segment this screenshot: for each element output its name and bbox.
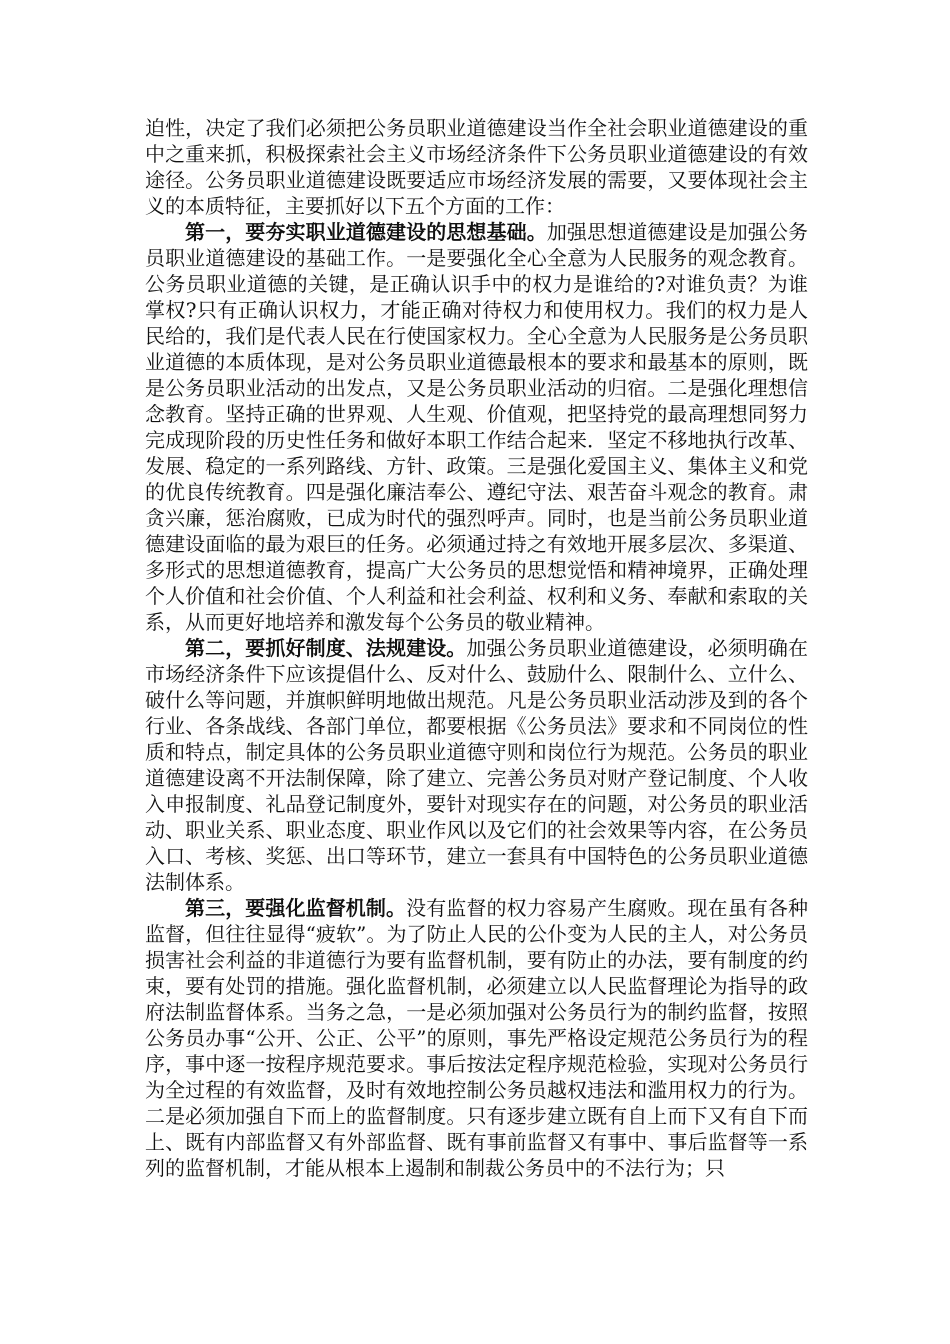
paragraph-heading: 第一，要夯实职业道德建设的思想基础。 [185,220,547,244]
paragraph-body: 加强公务员职业道德建设，必须明确在市场经济条件下应该提倡什么、反对什么、鼓励什么、限制什么、立什么、破什么等问题，并旗帜鲜明地做出规范。凡是公务员职业活动涉及到的各个行业、各条战线、各部门单位，都要根据《公务员法》要求和不同岗位的性质和特点，制定具体的公务员职业道德守则和岗位行为规范。公务员的职业道德建设离不开法制保障，除了建立、完善公务员对财产登记制度、个人收入申报制度、礼品登记制度外，要针对现实存在的问题，对公务员的职业活动、职业关系、职业态度、职业作风以及它们的社会效果等内容，在公务员入口、考核、奖惩、出口等环节，建立一套具有中国特色的公务员职业道德法制体系。 [145,636,809,894]
paragraph-body: 迫性，决定了我们必须把公务员职业道德建设当作全社会职业道德建设的重中之重来抓，积极探索社会主义市场经济条件下公务员职业道德建设的有效途径。公务员职业道德建设既要适应市场经济发展的需要，又要体现社会主义的本质特征，主要抓好以下五个方面的工作： [145,116,808,218]
paragraph-intro [145,115,808,219]
paragraph-body: 没有监督的权力容易产生腐败。现在虽有各种监督，但往往显得“疲软”。为了防止人民的公仆变为人民的主人，对公务员损害社会利益的非道德行为要有监督机制，要有防止的办法，要有制度的约束，要有处罚的措施。强化监督机制，必须建立以人民监督理论为指导的政府法制监督体系。当务之急，一是必须加强对公务员行为的制约监督，按照公务员办事“公开、公正、公平”的原则，事先严格设定规范公务员行为的程序，事中逐一按程序规范要求。事后按法定程序规范检验，实现对公务员行为全过程的有效监督，及时有效地控制公务员越权违法和滥用权力的行为。二是必须加强自下而上的监督制度。只有逐步建立既有自上而下又有自下而上、既有内部监督又有外部监督、既有事前监督又有事中、事后监督等一系列的监督机制，才能从根本上遏制和制裁公务员中的不法行为；只 [145,896,809,1180]
document-page [145,115,808,1181]
paragraph-second-point [145,635,808,895]
paragraph-body: 加强思想道德建设是加强公务员职业道德建设的基础工作。一是要强化全心全意为人民服务的观念教育。公务员职业道德的关键，是正确认识手中的权力是谁给的?对谁负责？为谁掌权?只有正确认识权力，才能正确对待权力和使用权力。我们的权力是人民给的，我们是代表人民在行使国家权力。全心全意为人民服务是公务员职业道德的本质体现，是对公务员职业道德最根本的要求和最基本的原则，既是公务员职业活动的出发点，又是公务员职业活动的归宿。二是强化理想信念教育。坚持正确的世界观、人生观、价值观，把坚持党的最高理想同努力完成现阶段的历史性任务和做好本职工作结合起来．坚定不移地执行改革、发展、稳定的一系列路线、方针、政策。三是强化爱国主义、集体主义和党的优良传统教育。四是强化廉洁奉公、遵纪守法、艰苦奋斗观念的教育。肃贪兴廉，惩治腐败，已成为时代的强烈呼声。同时，也是当前公务员职业道德建设面临的最为艰巨的任务。必须通过持之有效地开展多层次、多渠道、多形式的思想道德教育，提高广大公务员的思想觉悟和精神境界，正确处理个人价值和社会价值、个人利益和社会利益、权利和义务、奉献和索取的关系，从而更好地培养和激发每个公务员的敬业精神。 [145,220,809,634]
paragraph-heading: 第三，要强化监督机制。 [185,896,407,920]
paragraph-first-point [145,219,808,635]
paragraph-heading: 第二，要抓好制度、法规建设。 [185,636,467,660]
paragraph-third-point [145,895,808,1181]
